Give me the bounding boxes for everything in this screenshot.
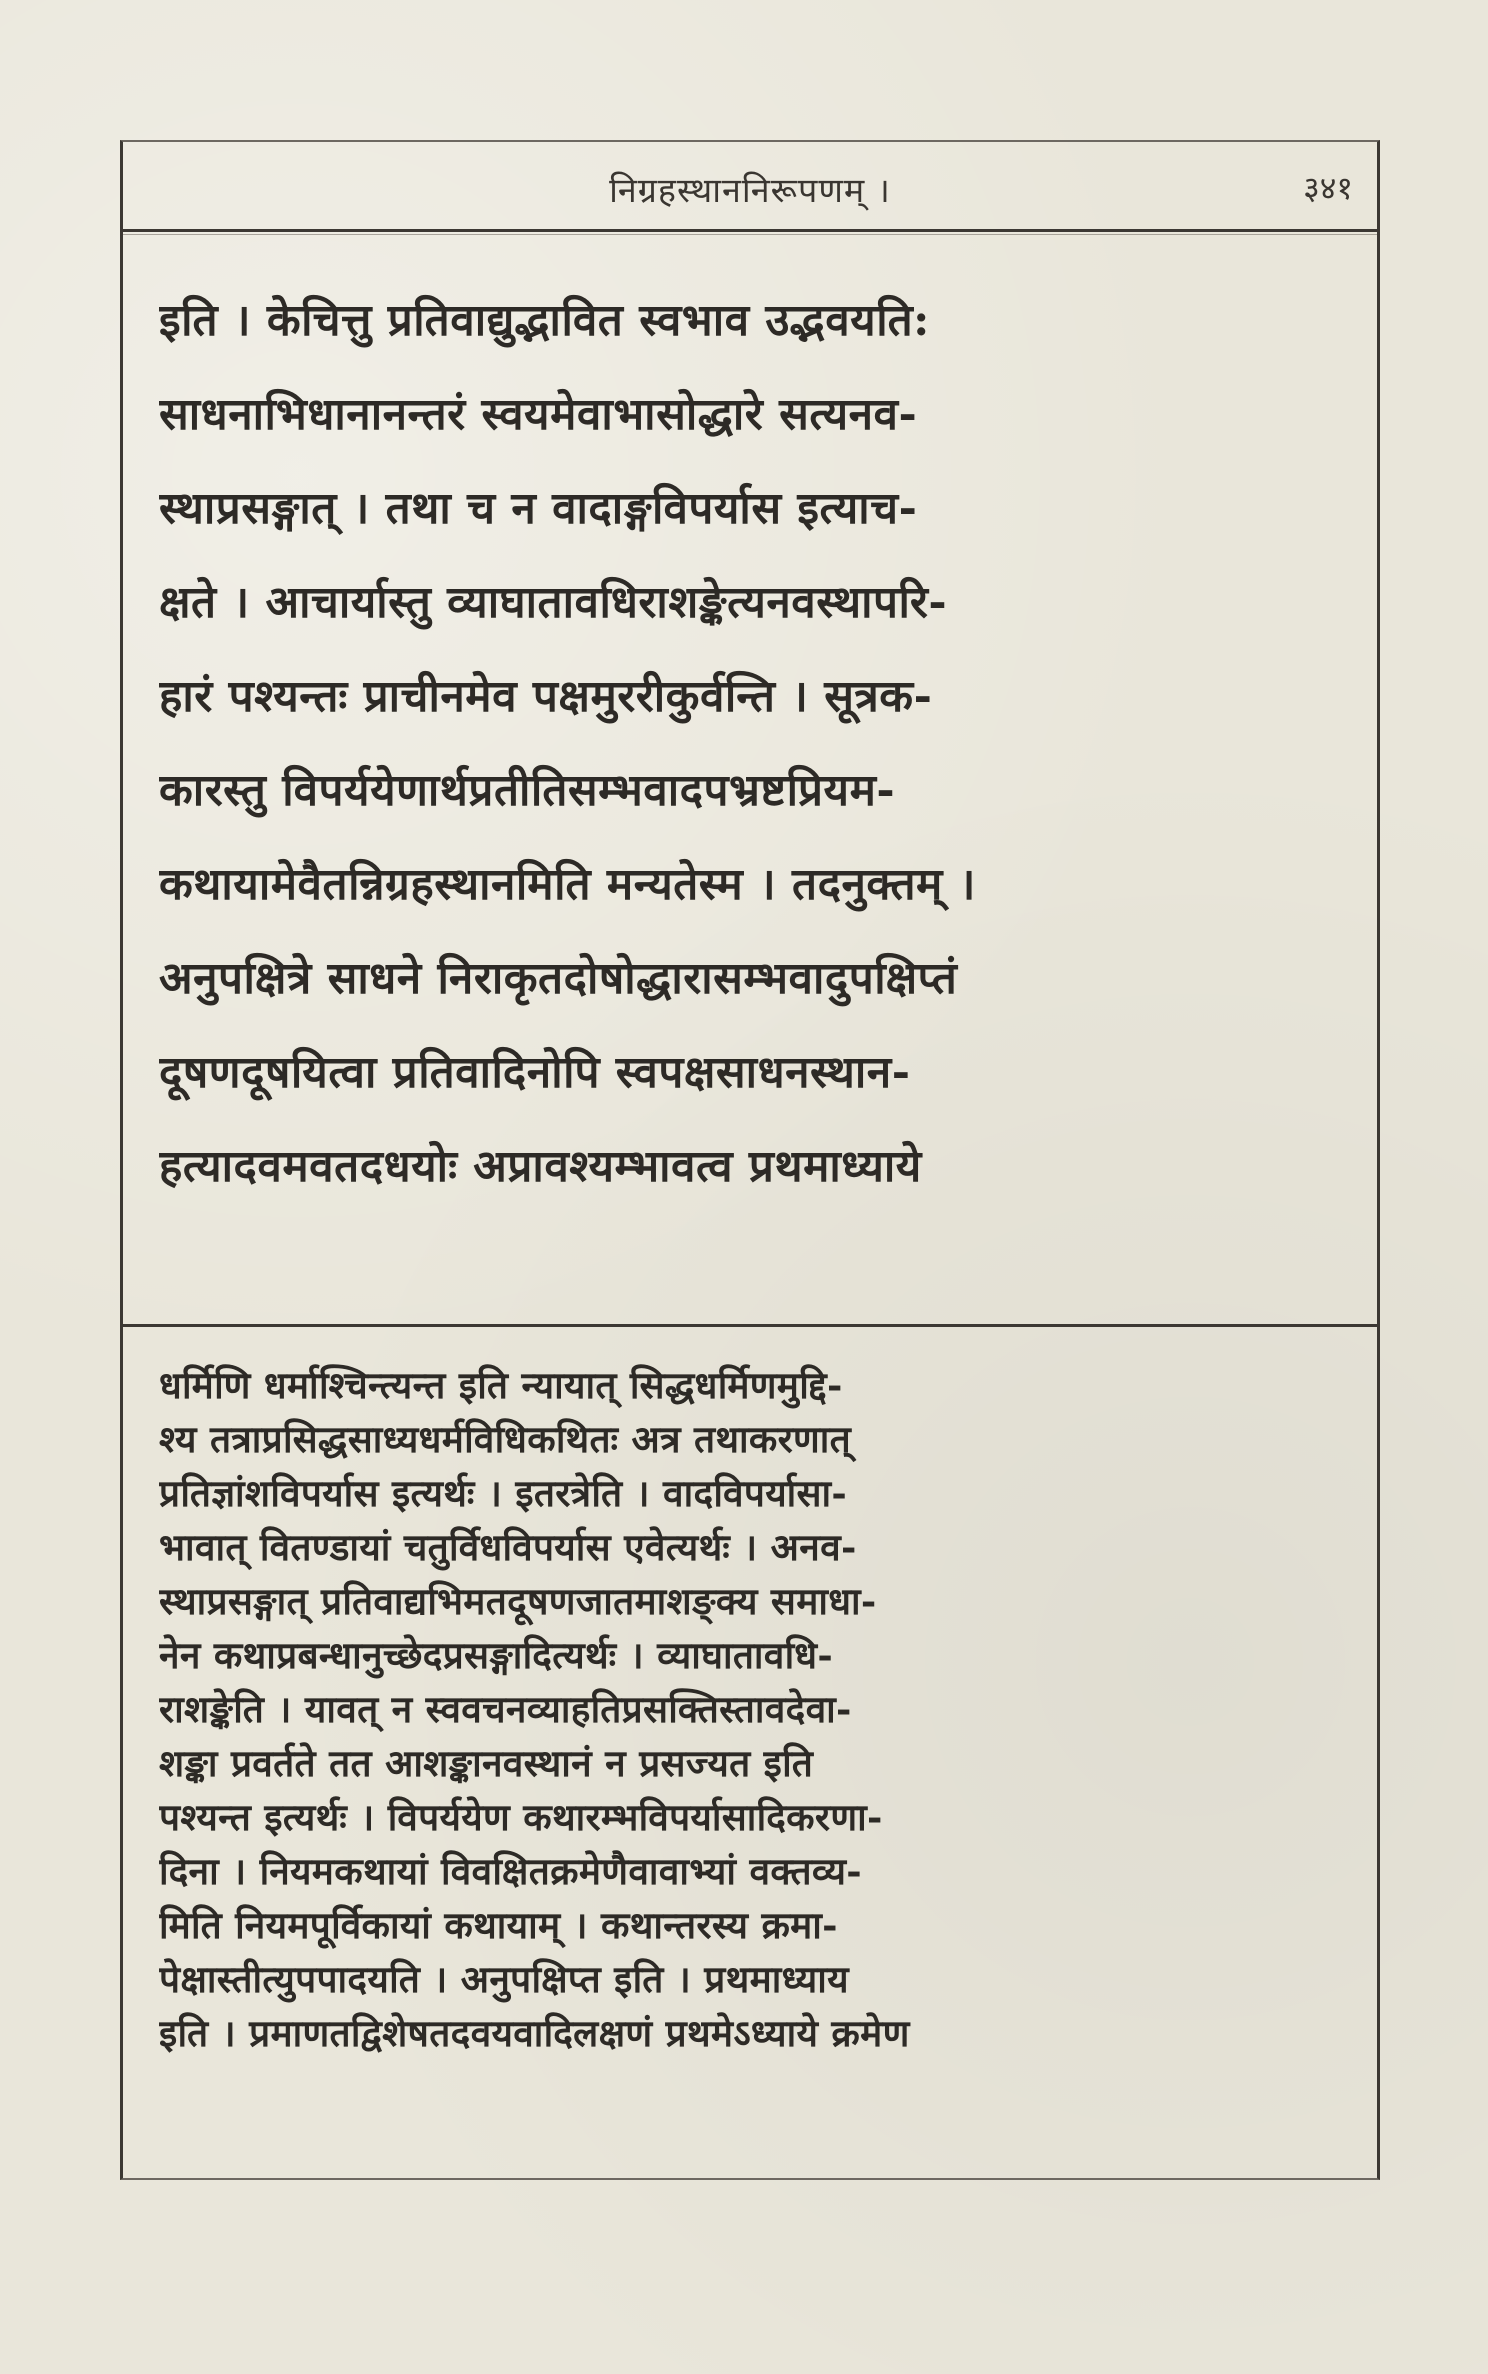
- commentary-line: पेक्षास्तीत्युपपादयति । अनुपक्षिप्त इति । प्रथमाध्याय: [159, 1957, 849, 2001]
- commentary-line: भावात् वितण्डायां चतुर्विधविपर्यास एवेत्यर्थः । अनव-: [159, 1525, 857, 1569]
- header-underline: [123, 234, 1377, 235]
- commentary-line: मिति नियमपूर्विकायां कथायाम् । कथान्तरस्य क्रमा-: [159, 1903, 838, 1947]
- main-text-line: अनुपक्षित्रे साधने निराकृतदोषोद्धारासम्भवादुपक्षिप्तं: [159, 953, 958, 1004]
- main-text-line: हारं पश्यन्तः प्राचीनमेव पक्षमुररीकुर्वन्ति । सूत्रक-: [159, 671, 933, 722]
- running-head: निग्रहस्थाननिरूपणम् ।: [609, 171, 891, 211]
- commentary-line: धर्मिणि धर्माश्चिन्त्यन्त इति न्यायात् सिद्धधर्मिणमुद्दि-: [159, 1363, 843, 1407]
- commentary-line: शङ्का प्रवर्तते तत आशङ्कानवस्थानं न प्रसज्यत इति: [159, 1741, 814, 1785]
- main-text-line: साधनाभिधानानन्तरं स्वयमेवाभासोद्धारे सत्यनव-: [159, 389, 918, 440]
- main-text-line: इति । केचित्तु प्रतिवाद्युद्भावित स्वभाव उद्भवयति:: [159, 295, 930, 346]
- main-text-line: दूषणदूषयित्वा प्रतिवादिनोपि स्वपक्षसाधनस्थान-: [159, 1047, 911, 1098]
- main-text-line: कारस्तु विपर्ययेणार्थप्रतीतिसम्भवादपभ्रष्टप्रियम-: [159, 765, 896, 816]
- commentary-line: स्थाप्रसङ्गात् प्रतिवाद्यभिमतदूषणजातमाशङ्क्य समाधा-: [159, 1579, 877, 1623]
- commentary-line: राशङ्केति । यावत् न स्ववचनव्याहतिप्रसक्तिस्तावदेवा-: [159, 1687, 852, 1731]
- main-text-line: क्षते । आचार्यास्तु व्याघातावधिराशङ्केत्यनवस्थापरि-: [159, 577, 948, 628]
- commentary-line: पश्यन्त इत्यर्थः । विपर्ययेण कथारम्भविपर्यासादिकरणा-: [159, 1795, 883, 1839]
- commentary-line: इति । प्रमाणतद्विशेषतदवयवादिलक्षणं प्रथमेऽध्याये क्रमेण: [159, 2011, 910, 2055]
- commentary-line: दिना । नियमकथायां विवक्षितक्रमेणैवावाभ्यां वक्तव्य-: [159, 1849, 862, 1893]
- commentary-text-block: [159, 1358, 1341, 2148]
- commentary-line: श्य तत्राप्रसिद्धसाध्यधर्मविधिकथितः अत्र तथाकरणात्: [159, 1417, 852, 1461]
- page-frame: [120, 140, 1380, 2180]
- main-text-line: कथायामेवैतन्निग्रहस्थानमिति मन्यतेस्म । तदनुक्तम् ।: [159, 859, 976, 910]
- main-text-line: हत्यादवमवतदधयोः अप्रावश्यम्भावत्व प्रथमाध्याये: [159, 1141, 922, 1192]
- page-header: [123, 142, 1377, 232]
- main-text-line: स्थाप्रसङ्गात् । तथा च न वादाङ्गविपर्यास इत्याच-: [159, 483, 918, 534]
- main-text-block: [159, 274, 1341, 1314]
- page-number: ३४१: [1303, 169, 1353, 207]
- commentary-line: प्रतिज्ञांशविपर्यास इत्यर्थः । इतरत्रेति । वादविपर्यासा-: [159, 1471, 848, 1515]
- commentary-line: नेन कथाप्रबन्धानुच्छेदप्रसङ्गादित्यर्थः । व्याघातावधि-: [159, 1633, 833, 1677]
- section-divider: [123, 1324, 1377, 1327]
